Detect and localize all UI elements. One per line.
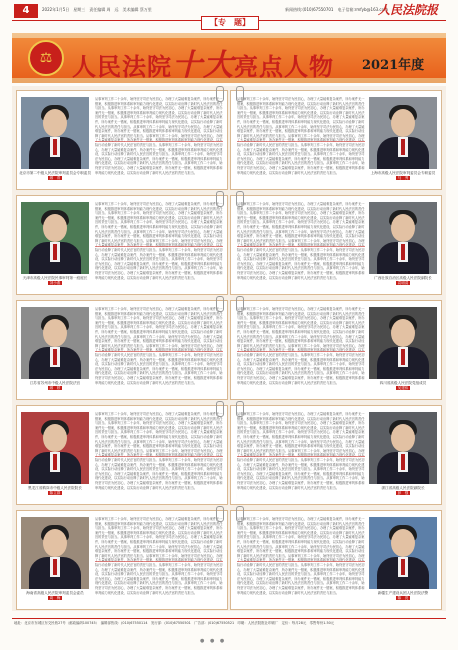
profile-name: 吴建伟 [397,386,409,390]
newspaper-logo: 人民法院报 [378,3,439,17]
paper-clip-icon [216,86,224,102]
banner-title-prefix: 人民法院 [72,52,172,81]
portrait-title: 广西壮族自治区高级人民法院副院长 [374,276,432,280]
paper-clip-icon [236,296,244,312]
portrait-photo [369,517,437,589]
profile-body-text: 从事审判工作二十余年，始终坚守司法为民初心，办理了大量疑难复杂案件，所办案件无一错案，积极推进审判体系和审判能力现代化建设，以实际行动诠释了新时代人民法官的责任与担当。从事审判工作二十余年，始终坚守司法为民初心，办理了大量疑难复杂案件，所办案件无一错案，积极推进审判体系和审判能力现代化建设，以实际行动诠释了新时代人民法官的责任与担当。从事审判工作二十余年，始终坚守司法为民初心，办理了大量疑难复杂案件，所办案件无一错案，积极推进审判体系和审判能力现代化建设，以实际行动诠释了新时代人民法官的责任与担当。从事审判工作二十余年，始终坚守司法为民初心，办理了大量疑难复杂案件，所办案件无一错案，积极推进审判体系和审判能力现代化建设，以实际行动诠释了新时代人民法官的责任与担当。从事审判工作二十余年，始终坚守司法为民初心，办理 际行动诠释了新时代人民法官的责任与担当。从事审判工作二十余年，始终坚守司法为民初心，办理了大量疑难复杂案件，所办案件无一错案，积极推进审判体系和审判能力现代化建设，以实际行动诠释了新时代人民法官的责任与担当。从事审判工作二十余年，始终坚守司法为民初心，办理了大量疑难复杂案件，所办案件无一错案，积极推进审判体系和审判能力现代化建设，以实际行动诠释了新时代人民法官的责任与担当。从事审判工作二十余年，始终坚守司法为民初心，办理了大量疑难复杂案件，所办案件无一错案，积极推进审判体系和审判能力现代化建设，以实际行动诠释了新时代人民法官的责任与担当。 [95,412,223,490]
footer-text: 地址：北京市东城区东交民巷27号（邮政编码100745） 编辑部热线：(010)67550114 发行部：(010)67550501 广告部：(010)67550521 印刷：人民法院报社印刷厂 定价：每月28元 零售每份1.50元 [14,621,335,625]
portrait-caption [19,486,91,496]
paper-clip-icon [236,506,244,522]
profile-name: 彭 强 [397,491,409,495]
portrait-caption [19,276,91,286]
profile-name: 陈立群 [49,491,61,495]
portrait-caption [19,171,91,181]
profile-body-text: 从事审判工作二十余年，始终坚守司法为民初心，办理了大量疑难复杂案件，所办案件无一错案，积极推进审判体系和审判能力现代化建设，以实际行动诠释了新时代人民法官的责任与担当。从事审判工作二十余年，始终坚守司法为民初心，办理了大量疑难复杂案件，所办案件无一错案，积极推进审判体系和审判能力现代化建设，以实际行动诠释了新时代人民法官的责任与担当。从事审判工作二十余年，始终坚守司法为民初心，办理了大量疑难复杂案件，所办案件无一错案，积极推进审判体系和审判能力现代化建设，以实际行动诠释了新时代人民法官的责任与担当。从事审判工作二十余年，始终坚守司法为民初心，办理了大量疑难复杂案件，所办案件无一错案，积极推进审判体系和审判能力现代化建设，以实际行动诠释了新时代人民法官的责任与担当。从事审判工作二十余年，始终坚守司法为民初心，办理 际行动诠释了新时代人民法官的责任与担当。从事审判工作二十余年，始终坚守司法为民初心，办理了大量疑难复杂案件，所办案件无一错案，积极推进审判体系和审判能力现代化建设，以实际行动诠释了新时代人民法官的责任与担当。从事审判工作二十余年，始终坚守司法为民初心，办理了大量疑难复杂案件，所办案件无一错案，积极推进审判体系和审判能力现代化建设，以实际行动诠释了新时代人民法官的责任与担当。从事审判工作二十余年，始终坚守司法为民初心，办理了大量疑难复杂案件，所办案件无一错案，积极推进审判体系和审判能力现代化建设，以实际行动诠释了新时代人民法官的责任与担当。 [237,307,365,385]
profile-body-text: 从事审判工作二十余年，始终坚守司法为民初心，办理了大量疑难复杂案件，所办案件无一错案，积极推进审判体系和审判能力现代化建设，以实际行动诠释了新时代人民法官的责任与担当。从事审判工作二十余年，始终坚守司法为民初心，办理了大量疑难复杂案件，所办案件无一错案，积极推进审判体系和审判能力现代化建设，以实际行动诠释了新时代人民法官的责任与担当。从事审判工作二十余年，始终坚守司法为民初心，办理了大量疑难复杂案件，所办案件无一错案，积极推进审判体系和审判能力现代化建设，以实际行动诠释了新时代人民法官的责任与担当。从事审判工作二十余年，始终坚守司法为民初心，办理了大量疑难复杂案件，所办案件无一错案，积极推进审判体系和审判能力现代化建设，以实际行动诠释了新时代人民法官的责任与担当。从事审判工作二十余年，始终坚守司法为民初心，办理 际行动诠释了新时代人民法官的责任与担当。从事审判工作二十余年，始终坚守司法为民初心，办理了大量疑难复杂案件，所办案件无一错案，积极推进审判体系和审判能力现代化建设，以实际行动诠释了新时代人民法官的责任与担当。从事审判工作二十余年，始终坚守司法为民初心，办理了大量疑难复杂案件，所办案件无一错案，积极推进审判体系和审判能力现代化建设，以实际行动诠释了新时代人民法官的责任与担当。从事审判工作二十余年，始终坚守司法为民初心，办理了大量疑难复杂案件，所办案件无一错案，积极推进审判体系和审判能力现代化建设，以实际行动诠释了新时代人民法官的责任与担当。 [95,307,223,385]
color-registration-marks: ● ● ● [200,638,227,644]
paper-clip-icon [216,506,224,522]
profile-card [16,300,228,400]
section-divider [95,456,223,457]
paper-clip-icon [216,296,224,312]
portrait-caption [19,591,91,601]
portrait-title: 浙江省高级人民法院副院长 [381,486,425,490]
portrait-caption [19,381,91,391]
profile-name: 周 梅 [49,596,61,600]
section-divider [237,561,365,562]
portrait-title: 天津市高级人民法院民事审判第一庭庭长 [22,276,88,280]
portrait-title: 四川省高级人民法院党组成员 [379,381,427,385]
banner-title [72,40,334,84]
paper-clip-icon [216,191,224,207]
profile-name: 刘小燕 [49,281,61,285]
page-number: 4 [14,4,38,18]
portrait-photo [369,97,437,169]
section-divider [237,456,365,457]
profile-body-text: 从事审判工作二十余年，始终坚守司法为民初心，办理了大量疑难复杂案件，所办案件无一错案，积极推进审判体系和审判能力现代化建设，以实际行动诠释了新时代人民法官的责任与担当。从事审判工作二十余年，始终坚守司法为民初心，办理了大量疑难复杂案件，所办案件无一错案，积极推进审判体系和审判能力现代化建设，以实际行动诠释了新时代人民法官的责任与担当。从事审判工作二十余年，始终坚守司法为民初心，办理了大量疑难复杂案件，所办案件无一错案，积极推进审判体系和审判能力现代化建设，以实际行动诠释了新时代人民法官的责任与担当。从事审判工作二十余年，始终坚守司法为民初心，办理了大量疑难复杂案件，所办案件无一错案，积极推进审判体系和审判能力现代化建设，以实际行动诠释了新时代人民法官的责任与担当。从事审判工作二十余年，始终坚守司法为民初心，办理 际行动诠释了新时代人民法官的责任与担当。从事审判工作二十余年，始终坚守司法为民初心，办理了大量疑难复杂案件，所办案件无一错案，积极推进审判体系和审判能力现代化建设，以实际行动诠释了新时代人民法官的责任与担当。从事审判工作二十余年，始终坚守司法为民初心，办理了大量疑难复杂案件，所办案件无一错案，积极推进审判体系和审判能力现代化建设，以实际行动诠释了新时代人民法官的责任与担当。从事审判工作二十余年，始终坚守司法为民初心，办理了大量疑难复杂案件，所办案件无一错案，积极推进审判体系和审判能力现代化建设，以实际行动诠释了新时代人民法官的责任与担当。 [95,517,223,595]
section-tag: 【专 题】 [201,16,259,30]
profile-name: 马 秀 [397,176,409,180]
paper-clip-icon [236,191,244,207]
header-info-left: 2022年1月5日 星期三 责任编辑 周 远 美术编辑 蔡万里 [42,7,152,12]
footer-rule [12,618,446,619]
portrait-title: 海南省高级人民法院审判委员会委员 [26,591,84,595]
profile-card [230,405,442,505]
portrait-title: 北京市第二中级人民法院审判委员会专职委员 [19,171,91,175]
profile-card [16,90,228,190]
portrait-caption [367,276,439,286]
banner-title-suffix: 亮点人物 [234,52,334,81]
portrait-photo [21,412,89,484]
profile-card [230,195,442,295]
portrait-photo [369,202,437,274]
profile-card [16,195,228,295]
portrait-caption [367,381,439,391]
profile-name: 顾 婷 [49,386,61,390]
portrait-caption [367,171,439,181]
portrait-photo [21,517,89,589]
profile-card [230,300,442,400]
section-divider [95,141,223,142]
profile-body-text: 从事审判工作二十余年，始终坚守司法为民初心，办理了大量疑难复杂案件，所办案件无一错案，积极推进审判体系和审判能力现代化建设，以实际行动诠释了新时代人民法官的责任与担当。从事审判工作二十余年，始终坚守司法为民初心，办理了大量疑难复杂案件，所办案件无一错案，积极推进审判体系和审判能力现代化建设，以实际行动诠释了新时代人民法官的责任与担当。从事审判工作二十余年，始终坚守司法为民初心，办理了大量疑难复杂案件，所办案件无一错案，积极推进审判体系和审判能力现代化建设，以实际行动诠释了新时代人民法官的责任与担当。从事审判工作二十余年，始终坚守司法为民初心，办理了大量疑难复杂案件，所办案件无一错案，积极推进审判体系和审判能力现代化建设，以实际行动诠释了新时代人民法官的责任与担当。从事审判工作二十余年，始终坚守司法为民初心，办理 际行动诠释了新时代人民法官的责任与担当。从事审判工作二十余年，始终坚守司法为民初心，办理了大量疑难复杂案件，所办案件无一错案，积极推进审判体系和审判能力现代化建设，以实际行动诠释了新时代人民法官的责任与担当。从事审判工作二十余年，始终坚守司法为民初心，办理了大量疑难复杂案件，所办案件无一错案，积极推进审判体系和审判能力现代化建设，以实际行动诠释了新时代人民法官的责任与担当。从事审判工作二十余年，始终坚守司法为民初心，办理了大量疑难复杂案件，所办案件无一错案，积极推进审判体系和审判能力现代化建设，以实际行动诠释了新时代人民法官的责任与担当。 [237,202,365,280]
profile-name: 袁明清 [397,281,409,285]
portrait-photo [21,202,89,274]
section-divider [95,561,223,562]
banner-title-highlight: 十大 [172,48,234,83]
profile-body-text: 从事审判工作二十余年，始终坚守司法为民初心，办理了大量疑难复杂案件，所办案件无一错案，积极推进审判体系和审判能力现代化建设，以实际行动诠释了新时代人民法官的责任与担当。从事审判工作二十余年，始终坚守司法为民初心，办理了大量疑难复杂案件，所办案件无一错案，积极推进审判体系和审判能力现代化建设，以实际行动诠释了新时代人民法官的责任与担当。从事审判工作二十余年，始终坚守司法为民初心，办理了大量疑难复杂案件，所办案件无一错案，积极推进审判体系和审判能力现代化建设，以实际行动诠释了新时代人民法官的责任与担当。从事审判工作二十余年，始终坚守司法为民初心，办理了大量疑难复杂案件，所办案件无一错案，积极推进审判体系和审判能力现代化建设，以实际行动诠释了新时代人民法官的责任与担当。从事审判工作二十余年，始终坚守司法为民初心，办理 际行动诠释了新时代人民法官的责任与担当。从事审判工作二十余年，始终坚守司法为民初心，办理了大量疑难复杂案件，所办案件无一错案，积极推进审判体系和审判能力现代化建设，以实际行动诠释了新时代人民法官的责任与担当。从事审判工作二十余年，始终坚守司法为民初心，办理了大量疑难复杂案件，所办案件无一错案，积极推进审判体系和审判能力现代化建设，以实际行动诠释了新时代人民法官的责任与担当。从事审判工作二十余年，始终坚守司法为民初心，办理了大量疑难复杂案件，所办案件无一错案，积极推进审判体系和审判能力现代化建设，以实际行动诠释了新时代人民法官的责任与担当。 [95,97,223,175]
portrait-title: 江苏省苏州市中级人民法院法官 [29,381,81,385]
portrait-caption [367,591,439,601]
profile-card [230,90,442,190]
portrait-photo [369,412,437,484]
profile-card [230,510,442,610]
section-divider [237,141,365,142]
portrait-photo [369,307,437,379]
portrait-caption [367,486,439,496]
court-emblem-icon: ⚖ [28,40,64,76]
paper-clip-icon [216,401,224,417]
paper-clip-icon [236,86,244,102]
profile-body-text: 从事审判工作二十余年，始终坚守司法为民初心，办理了大量疑难复杂案件，所办案件无一错案，积极推进审判体系和审判能力现代化建设，以实际行动诠释了新时代人民法官的责任与担当。从事审判工作二十余年，始终坚守司法为民初心，办理了大量疑难复杂案件，所办案件无一错案，积极推进审判体系和审判能力现代化建设，以实际行动诠释了新时代人民法官的责任与担当。从事审判工作二十余年，始终坚守司法为民初心，办理了大量疑难复杂案件，所办案件无一错案，积极推进审判体系和审判能力现代化建设，以实际行动诠释了新时代人民法官的责任与担当。从事审判工作二十余年，始终坚守司法为民初心，办理了大量疑难复杂案件，所办案件无一错案，积极推进审判体系和审判能力现代化建设，以实际行动诠释了新时代人民法官的责任与担当。从事审判工作二十余年，始终坚守司法为民初心，办理 际行动诠释了新时代人民法官的责任与担当。从事审判工作二十余年，始终坚守司法为民初心，办理了大量疑难复杂案件，所办案件无一错案，积极推进审判体系和审判能力现代化建设，以实际行动诠释了新时代人民法官的责任与担当。从事审判工作二十余年，始终坚守司法为民初心，办理了大量疑难复杂案件，所办案件无一错案，积极推进审判体系和审判能力现代化建设，以实际行动诠释了新时代人民法官的责任与担当。从事审判工作二十余年，始终坚守司法为民初心，办理了大量疑难复杂案件，所办案件无一错案，积极推进审判体系和审判能力现代化建设，以实际行动诠释了新时代人民法官的责任与担当。 [237,97,365,175]
header-info-right: 新闻热线:(010)67550701 电子信箱:rmfyb@163.com [285,7,388,12]
portrait-photo [21,307,89,379]
portrait-photo [21,97,89,169]
section-divider [95,351,223,352]
profile-card [16,510,228,610]
profile-card [16,405,228,505]
profile-name: 陈 亮 [397,596,409,600]
paper-clip-icon [236,401,244,417]
section-divider [95,246,223,247]
banner-year: 2021年度 [362,58,425,73]
portrait-title: 上海市高级人民法院审判委员会专职委员 [370,171,436,175]
profile-body-text: 从事审判工作二十余年，始终坚守司法为民初心，办理了大量疑难复杂案件，所办案件无一错案，积极推进审判体系和审判能力现代化建设，以实际行动诠释了新时代人民法官的责任与担当。从事审判工作二十余年，始终坚守司法为民初心，办理了大量疑难复杂案件，所办案件无一错案，积极推进审判体系和审判能力现代化建设，以实际行动诠释了新时代人民法官的责任与担当。从事审判工作二十余年，始终坚守司法为民初心，办理了大量疑难复杂案件，所办案件无一错案，积极推进审判体系和审判能力现代化建设，以实际行动诠释了新时代人民法官的责任与担当。从事审判工作二十余年，始终坚守司法为民初心，办理了大量疑难复杂案件，所办案件无一错案，积极推进审判体系和审判能力现代化建设，以实际行动诠释了新时代人民法官的责任与担当。从事审判工作二十余年，始终坚守司法为民初心，办理 际行动诠释了新时代人民法官的责任与担当。从事审判工作二十余年，始终坚守司法为民初心，办理了大量疑难复杂案件，所办案件无一错案，积极推进审判体系和审判能力现代化建设，以实际行动诠释了新时代人民法官的责任与担当。从事审判工作二十余年，始终坚守司法为民初心，办理了大量疑难复杂案件，所办案件无一错案，积极推进审判体系和审判能力现代化建设，以实际行动诠释了新时代人民法官的责任与担当。从事审判工作二十余年，始终坚守司法为民初心，办理了大量疑难复杂案件，所办案件无一错案，积极推进审判体系和审判能力现代化建设，以实际行动诠释了新时代人民法官的责任与担当。 [237,412,365,490]
profile-name: 顾 青 [49,176,61,180]
section-divider [237,246,365,247]
portrait-title: 新疆生产建设兵团人民法院法警 [377,591,429,595]
profile-body-text: 从事审判工作二十余年，始终坚守司法为民初心，办理了大量疑难复杂案件，所办案件无一错案，积极推进审判体系和审判能力现代化建设，以实际行动诠释了新时代人民法官的责任与担当。从事审判工作二十余年，始终坚守司法为民初心，办理了大量疑难复杂案件，所办案件无一错案，积极推进审判体系和审判能力现代化建设，以实际行动诠释了新时代人民法官的责任与担当。从事审判工作二十余年，始终坚守司法为民初心，办理了大量疑难复杂案件，所办案件无一错案，积极推进审判体系和审判能力现代化建设，以实际行动诠释了新时代人民法官的责任与担当。从事审判工作二十余年，始终坚守司法为民初心，办理了大量疑难复杂案件，所办案件无一错案，积极推进审判体系和审判能力现代化建设，以实际行动诠释了新时代人民法官的责任与担当。从事审判工作二十余年，始终坚守司法为民初心，办理 际行动诠释了新时代人民法官的责任与担当。从事审判工作二十余年，始终坚守司法为民初心，办理了大量疑难复杂案件，所办案件无一错案，积极推进审判体系和审判能力现代化建设，以实际行动诠释了新时代人民法官的责任与担当。从事审判工作二十余年，始终坚守司法为民初心，办理了大量疑难复杂案件，所办案件无一错案，积极推进审判体系和审判能力现代化建设，以实际行动诠释了新时代人民法官的责任与担当。从事审判工作二十余年，始终坚守司法为民初心，办理了大量疑难复杂案件，所办案件无一错案，积极推进审判体系和审判能力现代化建设，以实际行动诠释了新时代人民法官的责任与担当。 [237,517,365,595]
portrait-title: 黑龙江省鹤岗市中级人民法院院长 [28,486,82,490]
section-divider [237,351,365,352]
profile-body-text: 从事审判工作二十余年，始终坚守司法为民初心，办理了大量疑难复杂案件，所办案件无一错案，积极推进审判体系和审判能力现代化建设，以实际行动诠释了新时代人民法官的责任与担当。从事审判工作二十余年，始终坚守司法为民初心，办理了大量疑难复杂案件，所办案件无一错案，积极推进审判体系和审判能力现代化建设，以实际行动诠释了新时代人民法官的责任与担当。从事审判工作二十余年，始终坚守司法为民初心，办理了大量疑难复杂案件，所办案件无一错案，积极推进审判体系和审判能力现代化建设，以实际行动诠释了新时代人民法官的责任与担当。从事审判工作二十余年，始终坚守司法为民初心，办理了大量疑难复杂案件，所办案件无一错案，积极推进审判体系和审判能力现代化建设，以实际行动诠释了新时代人民法官的责任与担当。从事审判工作二十余年，始终坚守司法为民初心，办理 际行动诠释了新时代人民法官的责任与担当。从事审判工作二十余年，始终坚守司法为民初心，办理了大量疑难复杂案件，所办案件无一错案，积极推进审判体系和审判能力现代化建设，以实际行动诠释了新时代人民法官的责任与担当。从事审判工作二十余年，始终坚守司法为民初心，办理了大量疑难复杂案件，所办案件无一错案，积极推进审判体系和审判能力现代化建设，以实际行动诠释了新时代人民法官的责任与担当。从事审判工作二十余年，始终坚守司法为民初心，办理了大量疑难复杂案件，所办案件无一错案，积极推进审判体系和审判能力现代化建设，以实际行动诠释了新时代人民法官的责任与担当。 [95,202,223,280]
